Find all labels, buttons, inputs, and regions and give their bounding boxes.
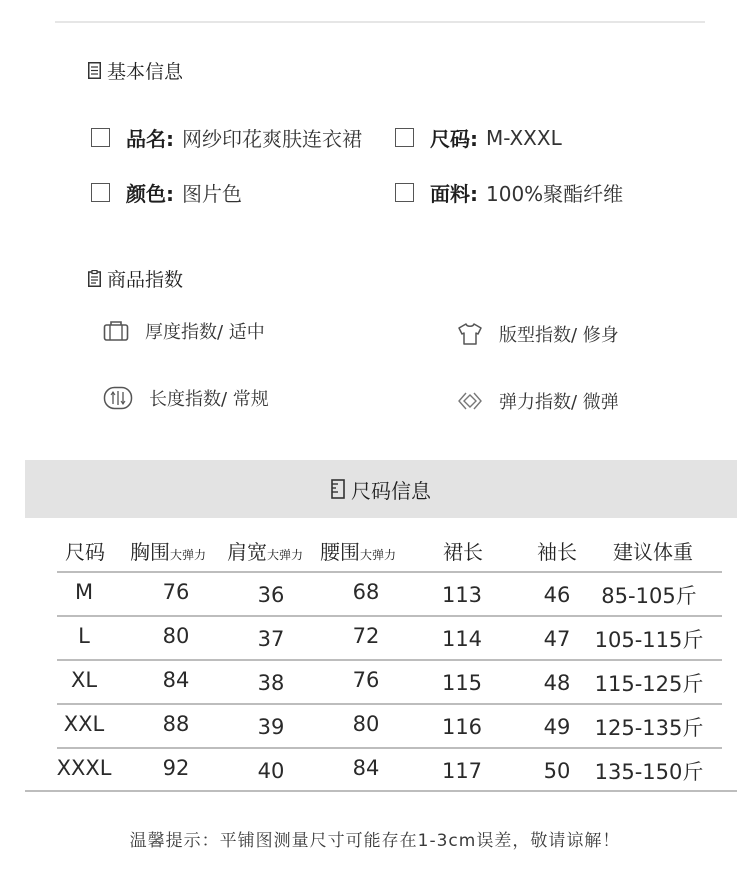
table-cell: 115 (441, 671, 483, 695)
table-cell: 125-135斤 (594, 716, 704, 740)
product-index-title-text: 商品指数 (107, 269, 184, 291)
size-info-title (25, 460, 737, 518)
attr-key: 面料: (430, 182, 478, 206)
table-cell: 37 (257, 627, 285, 651)
top-divider (55, 21, 705, 23)
table-cell: 84 (162, 668, 190, 692)
table-cell: 105-115斤 (594, 628, 704, 652)
header-sub: 大弹力 (267, 548, 304, 562)
table-cell: 49 (543, 715, 571, 739)
row-divider (57, 615, 722, 617)
tip-note: 温馨提示：平铺图测量尺寸可能存在1-3cm误差，敬请谅解！ (129, 831, 621, 851)
table-cell: 36 (257, 583, 285, 607)
header-main: 腰围 (320, 540, 360, 564)
attr-fabric (395, 178, 623, 207)
index-length (103, 385, 269, 411)
header-main: 建议体重 (613, 540, 693, 564)
table-cell: 80 (352, 712, 380, 736)
header-cell (227, 536, 322, 565)
size-label-cell: M (74, 580, 94, 604)
header-sub: 大弹力 (170, 548, 207, 562)
bag-icon (103, 320, 129, 342)
index-label: 长度指数/ 常规 (149, 389, 269, 410)
index-label: 厚度指数/ 适中 (145, 322, 265, 343)
attr-value: 图片色 (182, 182, 242, 206)
table-cell: 38 (257, 671, 285, 695)
ruler-icon (103, 386, 133, 410)
checkbox (91, 183, 110, 202)
header-sub: 大弹力 (360, 548, 397, 562)
table-cell: 113 (441, 583, 483, 607)
index-elasticity (457, 388, 619, 414)
index-label: 版型指数/ 修身 (499, 325, 619, 346)
attr-value: 网纱印花爽肤连衣裙 (182, 127, 362, 151)
checkbox (395, 183, 414, 202)
table-bottom-rule (25, 790, 737, 792)
document-icon (88, 62, 101, 79)
checkbox (91, 128, 110, 147)
index-label: 弹力指数/ 微弹 (499, 392, 619, 413)
attr-key: 颜色: (126, 182, 174, 206)
checkbox (395, 128, 414, 147)
size-table-header (0, 536, 750, 570)
table-cell: 50 (543, 759, 571, 783)
attr-value: 100%聚酯纤维 (486, 182, 624, 206)
attr-size (395, 123, 562, 152)
table-cell: 76 (162, 580, 190, 604)
table-cell: 116 (441, 715, 483, 739)
header-cell (130, 536, 225, 565)
size-label-cell: L (78, 624, 90, 648)
header-main: 袖长 (537, 540, 577, 564)
basic-info-title (88, 57, 183, 84)
row-divider (57, 571, 722, 573)
table-cell: 114 (441, 627, 483, 651)
table-cell: 84 (352, 756, 380, 780)
table-cell: 88 (162, 712, 190, 736)
ruler-icon (331, 479, 345, 499)
header-cell (428, 536, 498, 565)
index-thickness (103, 318, 265, 344)
size-label-cell: XXXL (56, 756, 112, 780)
size-info-title-text: 尺码信息 (351, 478, 431, 503)
table-cell: 72 (352, 624, 380, 648)
header-cell (598, 536, 708, 565)
attr-value: M-XXXL (486, 125, 562, 150)
clipboard-icon (88, 270, 101, 287)
table-cell: 40 (257, 759, 285, 783)
header-main: 肩宽 (227, 540, 267, 564)
table-cell: 48 (543, 671, 571, 695)
index-fit (457, 321, 619, 347)
attr-key: 品名: (126, 127, 174, 151)
header-main: 尺码 (65, 540, 105, 564)
header-cell (320, 536, 415, 565)
header-cell (57, 536, 113, 565)
row-divider (57, 659, 722, 661)
size-label-cell: XXL (63, 712, 105, 736)
basic-info-title-text: 基本信息 (107, 61, 184, 83)
table-cell: 115-125斤 (594, 672, 704, 696)
attr-key: 尺码: (430, 127, 478, 151)
table-cell: 80 (162, 624, 190, 648)
attr-name (91, 123, 362, 152)
table-cell: 117 (441, 759, 483, 783)
table-cell: 46 (543, 583, 571, 607)
table-cell: 85-105斤 (601, 584, 697, 608)
table-cell: 92 (162, 756, 190, 780)
diamond-icon (457, 391, 483, 411)
tshirt-icon (457, 322, 483, 346)
size-label-cell: XL (70, 668, 98, 692)
table-cell: 135-150斤 (594, 760, 704, 784)
header-main: 裙长 (443, 540, 483, 564)
table-cell: 76 (352, 668, 380, 692)
product-index-title (88, 265, 183, 292)
table-cell: 68 (352, 580, 380, 604)
table-cell: 39 (257, 715, 285, 739)
attr-color (91, 178, 242, 207)
header-main: 胸围 (130, 540, 170, 564)
table-cell: 47 (543, 627, 571, 651)
row-divider (57, 703, 722, 705)
row-divider (57, 747, 722, 749)
header-cell (522, 536, 592, 565)
